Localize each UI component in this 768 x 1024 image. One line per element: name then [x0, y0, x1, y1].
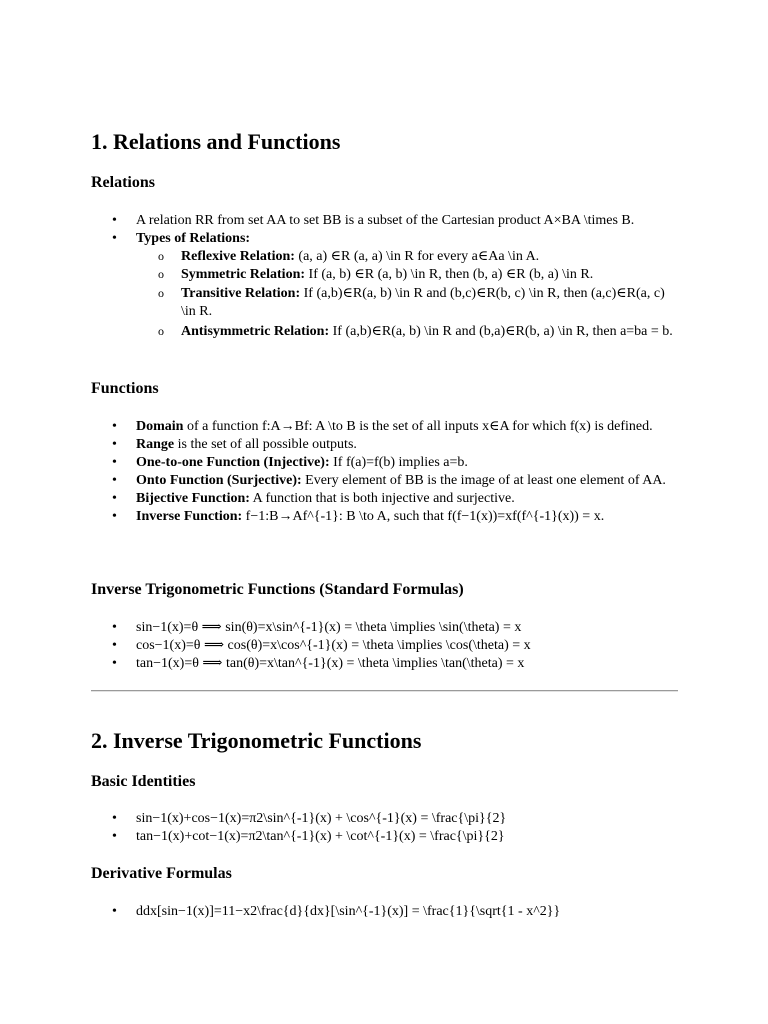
functions-list	[91, 418, 681, 526]
list-item: • tan−1(x)=θ ⟹ tan(θ)=x\tan^{-1}(x) = \theta \implies \tan(\theta) = x	[91, 655, 681, 673]
inverse-trig-formulas-heading: Inverse Trigonometric Functions (Standard Formulas)	[91, 581, 464, 598]
list-item	[91, 508, 681, 526]
list-item: • tan−1(x)+cot−1(x)=π2\tan^{-1}(x) + \cot^{-1}(x) = \frac{\pi}{2}	[91, 828, 681, 846]
item-text: Every element of BB is the image of at least one element of AA.	[301, 473, 666, 488]
list-item	[136, 248, 681, 266]
list-item	[91, 490, 681, 508]
list-item	[136, 285, 681, 321]
item-label: Transitive Relation:	[181, 286, 301, 301]
section-1-title: 1. Relations and Functions	[91, 129, 341, 154]
derivative-formulas-list	[91, 903, 681, 921]
basic-identities-heading: Basic Identities	[91, 773, 196, 790]
functions-heading: Functions	[91, 380, 159, 397]
item-text: is the set of all possible outputs.	[174, 437, 357, 452]
section-divider	[91, 690, 678, 692]
inverse-trig-formulas-list	[91, 619, 681, 673]
list-item	[91, 418, 681, 436]
item-label: Domain	[136, 419, 184, 434]
relations-list	[91, 212, 681, 341]
basic-identities-list	[91, 810, 681, 846]
list-item: • cos−1(x)=θ ⟹ cos(θ)=x\cos^{-1}(x) = \theta \implies \cos(\theta) = x	[91, 637, 681, 655]
list-item	[136, 266, 681, 284]
relations-heading: Relations	[91, 174, 155, 191]
list-item: • sin−1(x)=θ ⟹ sin(θ)=x\sin^{-1}(x) = \theta \implies \sin(\theta) = x	[91, 619, 681, 637]
relation-types-list	[136, 248, 681, 341]
section-2-title: 2. Inverse Trigonometric Functions	[91, 728, 422, 753]
item-text: of a function f:A→Bf: A \to B is the set of all inputs x∈A for which f(x) is defined.	[183, 419, 653, 434]
item-text: If (a,b)∈R(a, b) \in R and (b,c)∈R(b, c) \in R, then (a,c)∈R(a, c) \in R.	[181, 286, 665, 319]
item-label: Inverse Function:	[136, 509, 243, 524]
item-text: If (a, b) ∈R (a, b) \in R, then (b, a) ∈R (b, a) \in R.	[305, 267, 594, 282]
list-item	[91, 436, 681, 454]
list-item	[91, 230, 681, 341]
derivative-formulas-heading: Derivative Formulas	[91, 865, 232, 882]
item-label: Antisymmetric Relation:	[181, 324, 330, 339]
item-text: A function that is both injective and surjective.	[249, 491, 515, 506]
list-item	[91, 212, 681, 230]
item-label: One-to-one Function (Injective):	[136, 455, 330, 470]
types-of-relations-label: Types of Relations:	[136, 231, 251, 246]
item-text: f−1:B→Af^{-1}: B \to A, such that f(f−1(x))=xf(f^{-1}(x)) = x.	[242, 509, 605, 524]
relation-definition: A relation RR from set AA to set BB is a subset of the Cartesian product A×BA \times B.	[136, 213, 635, 228]
list-item	[91, 454, 681, 472]
item-label: Bijective Function:	[136, 491, 250, 506]
list-item	[136, 323, 681, 341]
item-text: If f(a)=f(b) implies a=b.	[329, 455, 468, 470]
item-text: (a, a) ∈R (a, a) \in R for every a∈Aa \in A.	[294, 249, 540, 264]
item-label: Onto Function (Surjective):	[136, 473, 302, 488]
list-item: • sin−1(x)+cos−1(x)=π2\sin^{-1}(x) + \cos^{-1}(x) = \frac{\pi}{2}	[91, 810, 681, 828]
item-text: If (a,b)∈R(a, b) \in R and (b,a)∈R(b, a) \in R, then a=ba = b.	[329, 324, 673, 339]
list-item: • ddx[sin−1(x)]=11−x2\frac{d}{dx}[\sin^{-1}(x)] = \frac{1}{\sqrt{1 - x^2}}	[91, 903, 681, 921]
list-item	[91, 472, 681, 490]
item-label: Symmetric Relation:	[181, 267, 306, 282]
item-label: Range	[136, 437, 175, 452]
item-label: Reflexive Relation:	[181, 249, 295, 264]
